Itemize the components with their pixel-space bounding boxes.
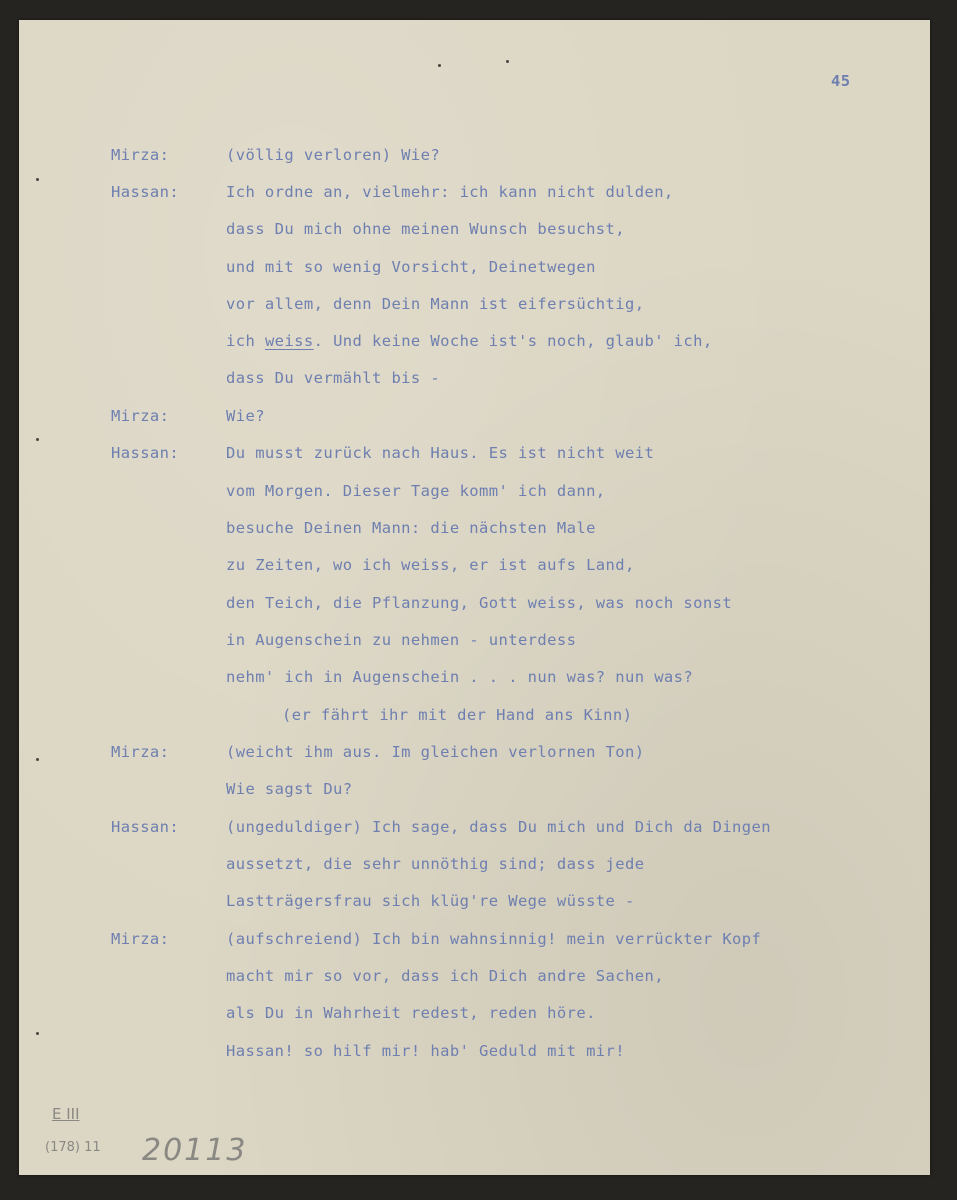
speech-line: Lastträgersfrau sich klüg're Wege wüsste - — [226, 892, 635, 910]
punch-hole — [36, 438, 39, 441]
speech-line: zu Zeiten, wo ich weiss, er ist aufs Land, — [226, 556, 635, 574]
speech-line: dass Du mich ohne meinen Wunsch besuchst, — [226, 220, 626, 238]
speaker-label: Hassan: — [111, 444, 180, 462]
stage-direction: (er fährt ihr mit der Hand ans Kinn) — [282, 706, 633, 724]
speech-line: und mit so wenig Vorsicht, Deinetwegen — [226, 258, 596, 276]
speech-line: dass Du vermählt bis - — [226, 369, 441, 387]
punch-hole — [36, 1032, 39, 1035]
speech-line: besuche Deinen Mann: die nächsten Male — [226, 519, 596, 537]
speaker-label: Hassan: — [111, 818, 180, 836]
speech-line — [226, 332, 713, 350]
speech-line: (aufschreiend) Ich bin wahnsinnig! mein verrückter Kopf — [226, 930, 762, 948]
punch-hole — [36, 758, 39, 761]
speaker-label: Hassan: — [111, 183, 180, 201]
speaker-label: Mirza: — [111, 930, 170, 948]
document-page — [19, 20, 930, 1175]
speech-line: (ungeduldiger) Ich sage, dass Du mich und Dich da Dingen — [226, 818, 771, 836]
speech-line: (völlig verloren) Wie? — [226, 146, 441, 164]
speech-line: vom Morgen. Dieser Tage komm' ich dann, — [226, 482, 606, 500]
page-number: 45 — [831, 72, 851, 90]
underlined-word: weiss — [264, 332, 314, 350]
speech-line: aussetzt, die sehr unnöthig sind; dass jede — [226, 855, 645, 873]
speech-line: als Du in Wahrheit redest, reden höre. — [226, 1004, 596, 1022]
speech-line: Wie sagst Du? — [226, 780, 353, 798]
speaker-label: Mirza: — [111, 743, 170, 761]
speech-line: Wie? — [226, 407, 265, 425]
speech-line: Du musst zurück nach Haus. Es ist nicht weit — [226, 444, 655, 462]
speech-line: vor allem, denn Dein Mann ist eifersüchtig, — [226, 295, 645, 313]
ink-speck — [438, 64, 441, 67]
archive-number: 20113 — [142, 1133, 248, 1168]
speech-line: nehm' ich in Augenschein . . . nun was? nun was? — [226, 668, 694, 686]
speech-text: . Und keine Woche ist's noch, glaub' ich, — [313, 332, 713, 350]
speech-line: macht mir so vor, dass ich Dich andre Sachen, — [226, 967, 664, 985]
ink-speck — [506, 60, 509, 63]
speaker-label: Mirza: — [111, 146, 170, 164]
speech-line: Ich ordne an, vielmehr: ich kann nicht dulden, — [226, 183, 674, 201]
speech-line: (weicht ihm aus. Im gleichen verlornen Ton) — [226, 743, 645, 761]
speaker-label: Mirza: — [111, 407, 170, 425]
archive-reference: (178) 11 — [45, 1140, 101, 1155]
speech-line: in Augenschein zu nehmen - unterdess — [226, 631, 577, 649]
speech-line: Hassan! so hilf mir! hab' Geduld mit mir! — [226, 1042, 626, 1060]
script-text — [19, 20, 930, 1175]
archive-mark: E III — [52, 1105, 80, 1123]
speech-text: ich — [226, 332, 265, 350]
speech-line: den Teich, die Pflanzung, Gott weiss, was noch sonst — [226, 594, 733, 612]
punch-hole — [36, 178, 39, 181]
